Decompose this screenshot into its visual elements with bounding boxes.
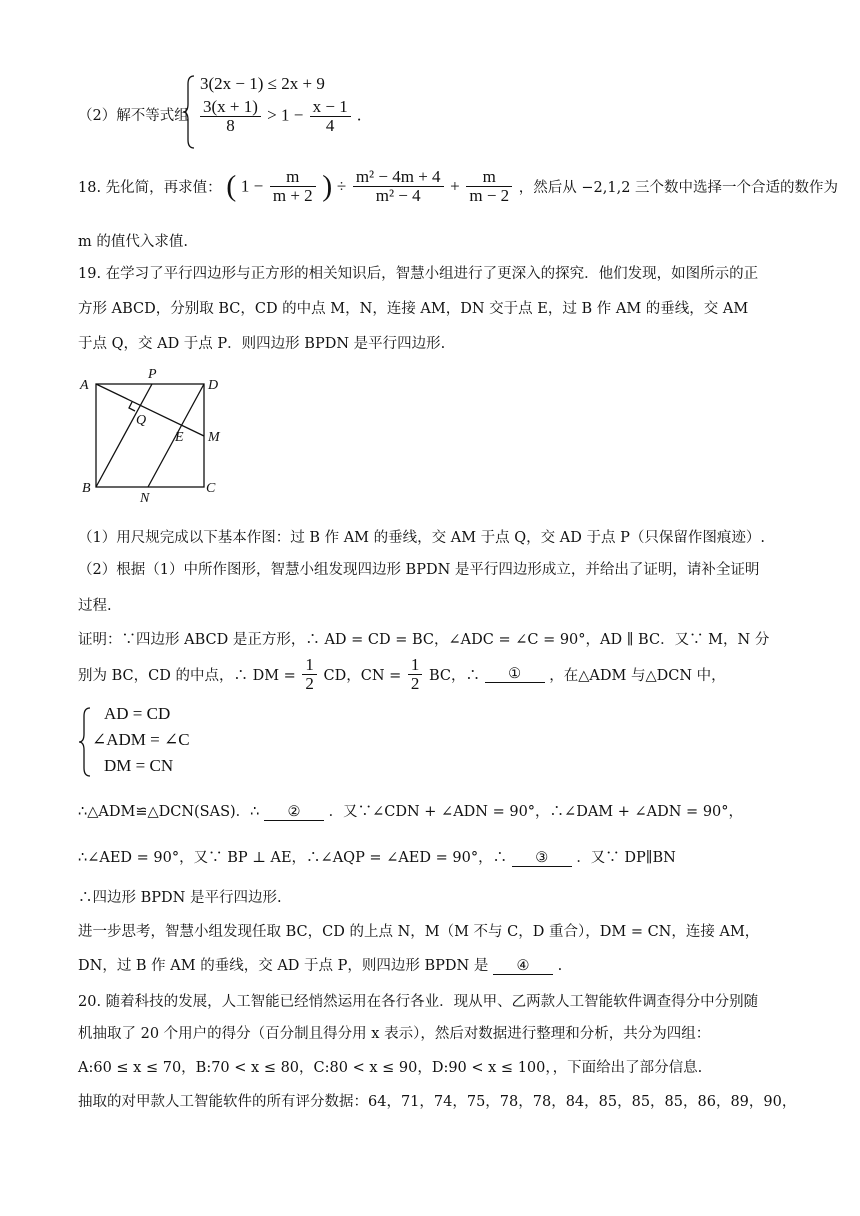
q19-proof-l4b: ．又∵ DP∥BN <box>576 850 676 866</box>
q19-sys-3: DM = CN <box>104 756 174 775</box>
q17-eq2-num: 3(x + 1) <box>200 98 261 117</box>
fig-label-b: B <box>82 481 91 496</box>
q19-proof-l2b: CD，CN = <box>323 668 402 684</box>
q18-lparen: ( <box>226 169 237 203</box>
q19-further-l1: 进一步思考，智慧小组发现任取 BC，CD 的上点 N，M（M 不与 C，D 重合），DM = CN，连接 AM， <box>78 924 760 940</box>
q19-proof-l3a: ∴△ADM≌△DCN(SAS)．∴ <box>78 804 260 820</box>
q18-expr-a: 1 − <box>240 176 264 196</box>
right-angle-mark <box>129 402 135 411</box>
segment-bp <box>96 384 152 487</box>
q17-brace <box>182 74 196 150</box>
q19-proof-l2a: 别为 BC，CD 的中点，∴ DM = <box>78 668 296 684</box>
q17-eq2-end: . <box>356 105 362 125</box>
half1-den: 2 <box>305 674 314 693</box>
q18-f3-num: m <box>466 168 512 187</box>
q20-l3: A:60 ≤ x ≤ 70，B:70 < x ≤ 80，C:80 < x ≤ 90，D:90 < x ≤ 100，，下面给出了部分信息. <box>78 1060 703 1076</box>
q19-figure <box>78 366 228 506</box>
q19-part2-l2: 过程. <box>78 598 112 614</box>
fig-label-a: A <box>80 378 89 393</box>
q18-f2-num: m² − 4m + 4 <box>353 168 444 187</box>
q20-l2: 机抽取了 20 个用户的得分（百分制且得分用 x 表示），然后对数据进行整理和分析，共分为四组： <box>78 1026 711 1042</box>
q19-proof-l3b: ．又∵∠CDN + ∠ADN = 90°，∴∠DAM + ∠ADN = 90°， <box>328 804 744 820</box>
q19-sys-brace <box>78 706 92 778</box>
q19-further-l2b: . <box>557 958 563 974</box>
fig-label-p: P <box>148 367 157 382</box>
fig-label-q: Q <box>136 413 147 428</box>
q19-proof-l2d: ，在△ADM 与△DCN 中， <box>549 668 726 684</box>
q19-part2-l1: （2）根据（1）中所作图形，智慧小组发现四边形 BPDN 是平行四边形成立，并给出了证明，请补全证明 <box>78 562 760 578</box>
q18-plus: + <box>450 176 460 196</box>
q17-eq2 <box>198 98 361 135</box>
blank-1[interactable]: ① <box>485 666 545 683</box>
q18-f1-den: m + 2 <box>272 186 313 205</box>
q19-proof-l2 <box>78 656 726 693</box>
q18-f1-num: m <box>270 168 316 187</box>
blank-3[interactable]: ③ <box>512 850 572 867</box>
q18-rparen: ) <box>322 169 333 203</box>
q17-eq2-mid: > 1 − <box>267 105 304 125</box>
q17-eq2-rden: 4 <box>325 116 335 135</box>
q20-l1: 20. 随着科技的发展，人工智能已经悄然运用在各行各业．现从甲、乙两款人工智能软件调查得分中分别随 <box>78 994 759 1010</box>
q19-proof-l5: ∴四边形 BPDN 是平行四边形. <box>78 890 282 906</box>
segment-am <box>96 384 204 436</box>
q19-proof-l4a: ∴∠AED = 90°，又∵ BP ⊥ AE，∴∠AQP = ∠AED = 90°，∴ <box>78 850 508 866</box>
fig-label-e: E <box>175 430 184 445</box>
q19-intro-l3: 于点 Q，交 AD 于点 P．则四边形 BPDN 是平行四边形. <box>78 336 446 352</box>
q19-proof-l4 <box>78 846 676 867</box>
q18-line1 <box>78 168 838 205</box>
q18-tail: ，然后从 −2,1,2 三个数中选择一个合适的数作为 <box>518 180 839 196</box>
square-abcd <box>96 384 204 487</box>
q19-proof-l2c: BC，∴ <box>429 668 481 684</box>
q19-sys-2: ∠ADM = ∠C <box>92 730 190 749</box>
fig-label-c: C <box>206 481 216 496</box>
q17-eq2-rnum: x − 1 <box>310 98 351 117</box>
q18-line2: m 的值代入求值. <box>78 234 188 250</box>
q17-eq1: 3(2x − 1) ≤ 2x + 9 <box>200 74 325 93</box>
fig-label-n: N <box>140 491 150 506</box>
blank-2[interactable]: ② <box>264 804 324 821</box>
fig-label-d: D <box>208 378 219 393</box>
q18-lead: 18. 先化简，再求值： <box>78 180 222 196</box>
q18-f3-den: m − 2 <box>469 186 510 205</box>
q18-div: ÷ <box>336 176 347 196</box>
fig-label-m: M <box>208 430 220 445</box>
half2-den: 2 <box>410 674 420 693</box>
q19-intro-l1: 19. 在学习了平行四边形与正方形的相关知识后，智慧小组进行了更深入的探究．他们发现，如图所示的正 <box>78 266 759 282</box>
blank-4[interactable]: ④ <box>493 958 553 975</box>
q19-proof-l3 <box>78 800 743 821</box>
q17-eq2-den: 8 <box>226 116 235 135</box>
q20-l4: 抽取的对甲款人工智能软件的所有评分数据：64，71，74，75，78，78，84，85，85，85，86，89，90， <box>78 1094 797 1110</box>
q19-intro-l2: 方形 ABCD，分别取 BC，CD 的中点 M，N，连接 AM，DN 交于点 E，过 B 作 AM 的垂线，交 AM <box>78 301 749 317</box>
q19-part1: （1）用尺规完成以下基本作图：过 B 作 AM 的垂线，交 AM 于点 Q，交 AD 于点 P（只保留作图痕迹）. <box>78 530 765 546</box>
half1-num: 1 <box>302 656 317 675</box>
q19-sys-1: AD = CD <box>104 704 171 723</box>
q19-proof-l1: 证明：∵四边形 ABCD 是正方形，∴ AD = CD = BC，∠ADC = ∠C = 90°，AD ∥ BC．又∵ M，N 分 <box>78 632 770 648</box>
half2-num: 1 <box>408 656 423 675</box>
q19-further-l2 <box>78 954 562 975</box>
q17-label: （2）解不等式组 <box>78 108 189 124</box>
q18-f2-den: m² − 4 <box>375 186 421 205</box>
q19-further-l2a: DN，过 B 作 AM 的垂线，交 AD 于点 P，则四边形 BPDN 是 <box>78 958 489 974</box>
